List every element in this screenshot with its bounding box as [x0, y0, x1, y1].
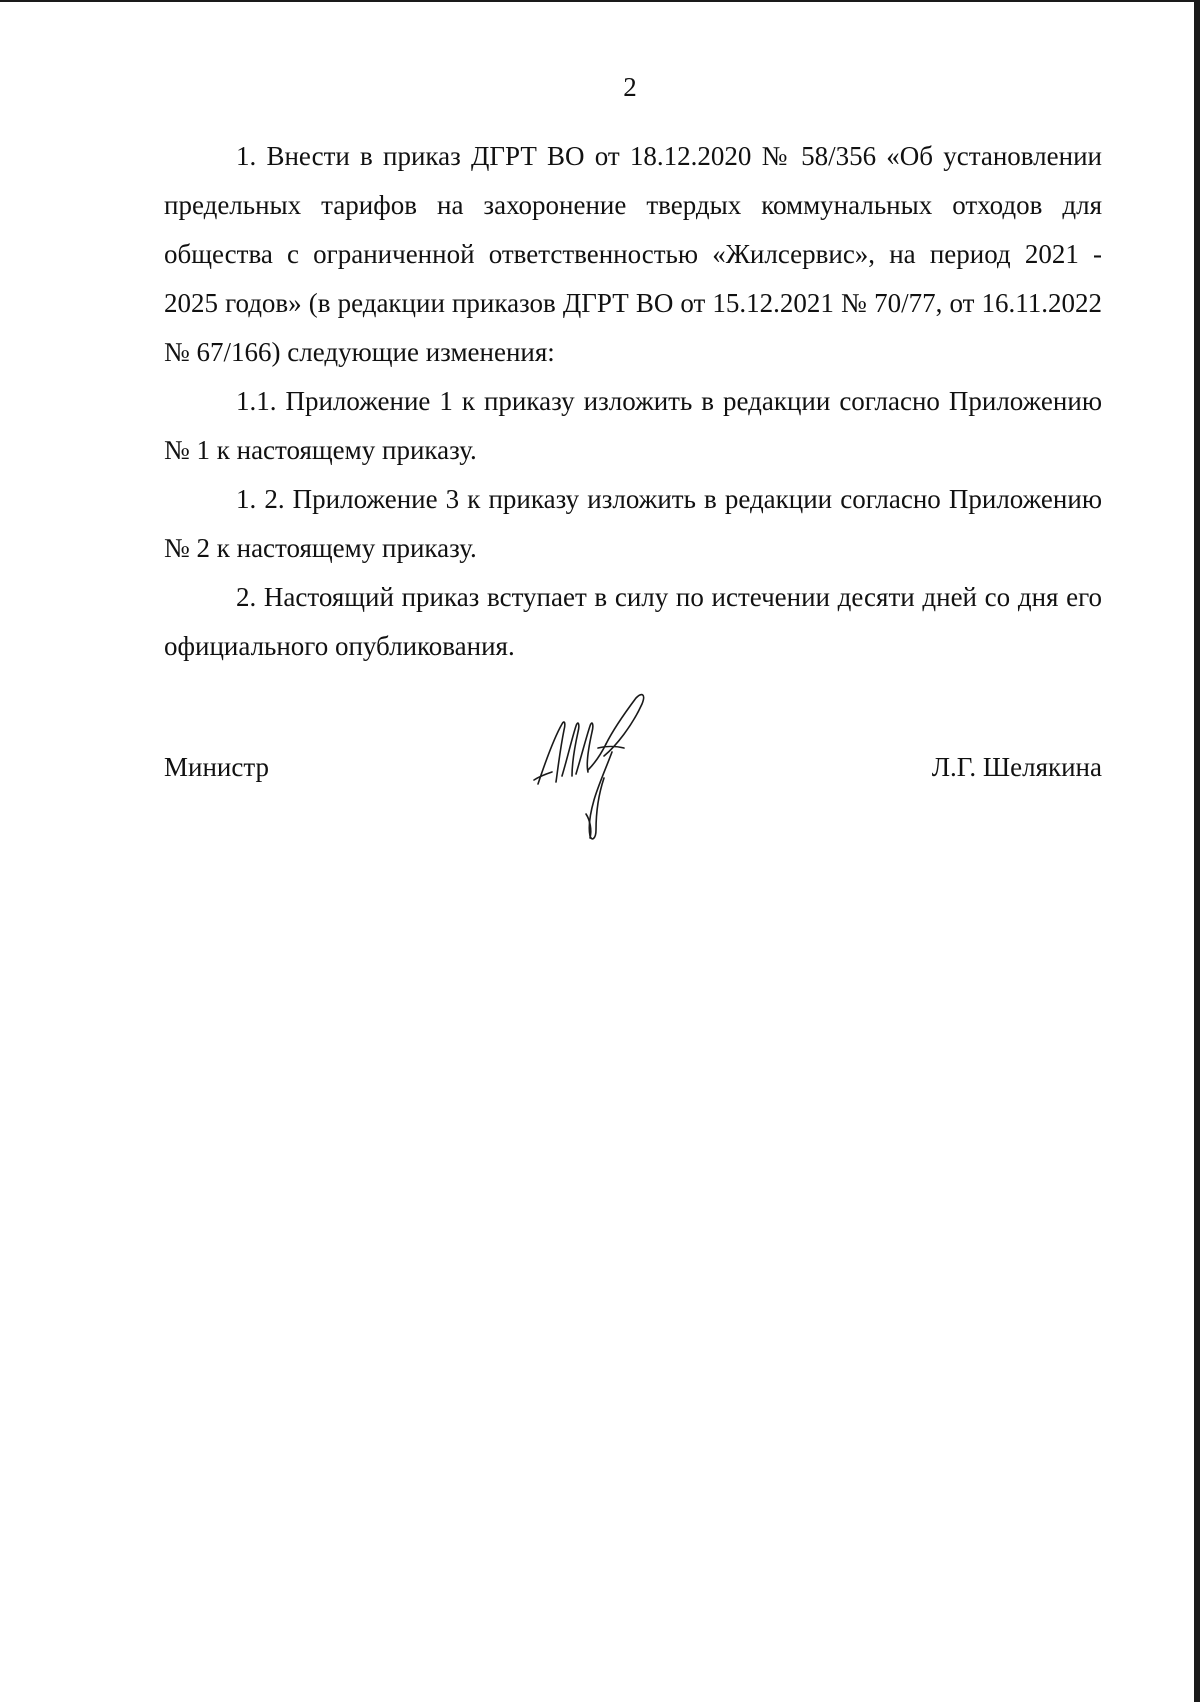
signature-block: [164, 752, 1102, 792]
paragraph-amendment: 1. Внести в приказ ДГРТ ВО от 18.12.2020 № 58/356 «Об установлении предельных тарифов на захоронение твердых коммунальных отходов для общества с ограниченной ответственностью «Жилсервис», на период 2021 - 2025 годов» (в редакции приказов ДГРТ ВО от 15.12.2021 № 70/77, от 16.11.2022 № 67/166) следующие изменения:: [164, 141, 1102, 367]
paragraph-item-1-2: 1. 2. Приложение 3 к приказу изложить в редакции согласно Приложению № 2 к настоящему приказу.: [164, 484, 1102, 563]
paragraph-effective-date: 2. Настоящий приказ вступает в силу по истечении десяти дней со дня его официального опубликования.: [164, 582, 1102, 661]
paragraph-item-1-1: 1.1. Приложение 1 к приказу изложить в редакции согласно Приложению № 1 к настоящему приказу.: [164, 386, 1102, 465]
signer-name: Л.Г. Шелякина: [931, 752, 1102, 782]
page-number: 2: [623, 72, 637, 102]
scan-border-right: [1194, 0, 1200, 1702]
document-body: [164, 132, 1102, 671]
scan-border-top: [0, 0, 1200, 2]
signer-title: Министр: [164, 752, 269, 782]
